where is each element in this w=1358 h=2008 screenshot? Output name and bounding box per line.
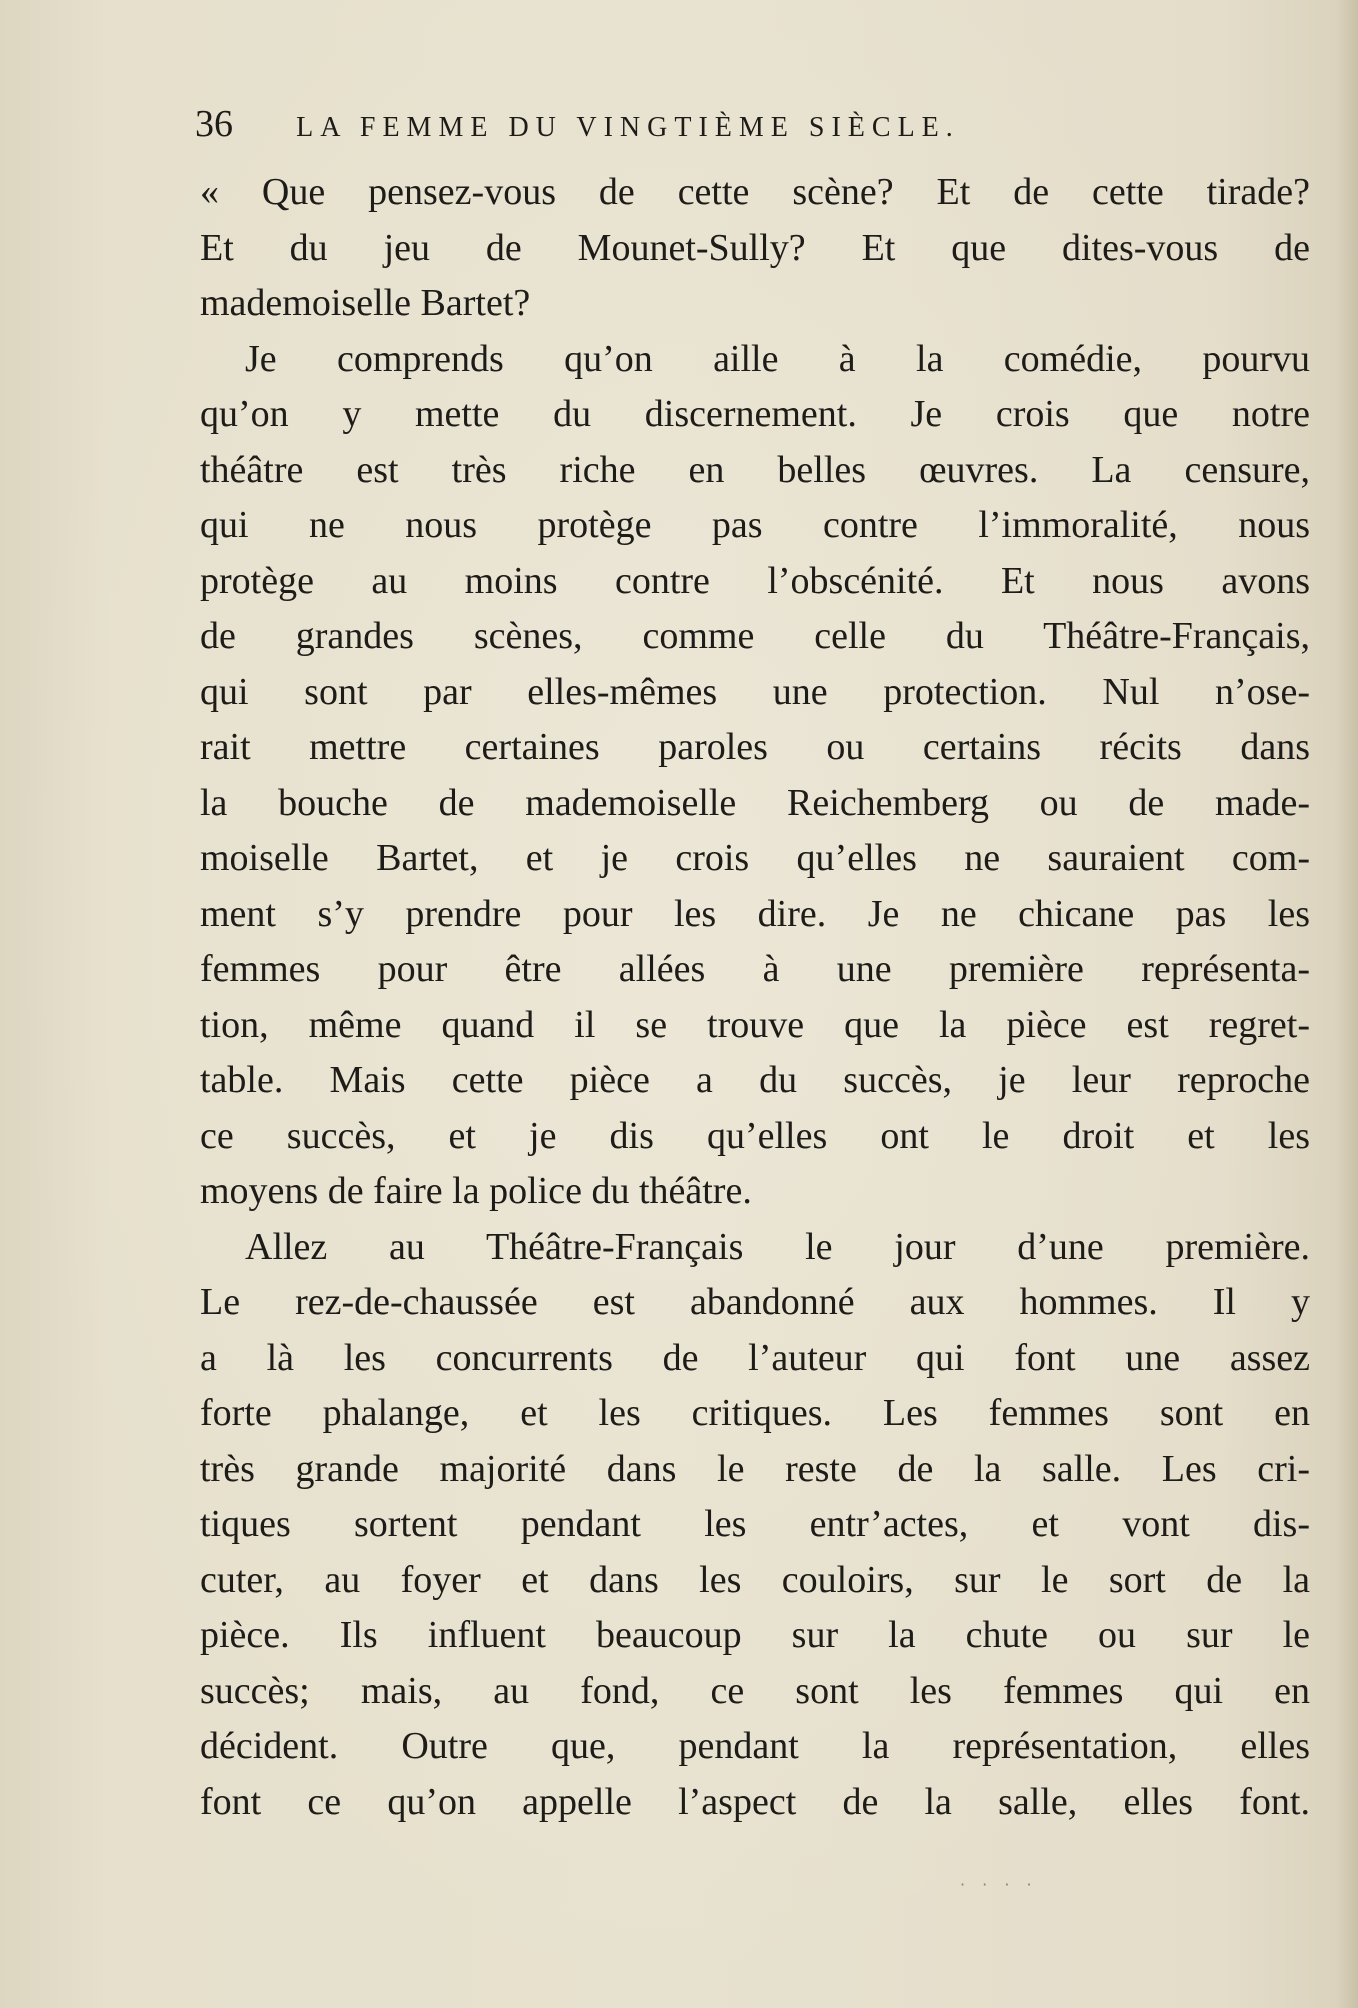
text-line: qu’on y mette du discernement. Je crois que notre [200,393,1310,435]
text-line: la bouche de mademoiselle Reichemberg ou de made- [200,781,1310,824]
text-line: décident. Outre que, pendant la représentation, elles [200,1725,1310,1767]
text-line: très grande majorité dans le reste de la salle. Les cri- [200,1447,1310,1490]
text-line: table. Mais cette pièce a du succès, je leur reproche [200,1059,1310,1101]
text-line: Le rez-de-chaussée est abandonné aux hommes. Il y [200,1281,1310,1323]
paragraph-start-line: Je comprends qu’on aille à la comédie, pourvu [245,337,1310,380]
text-line: théâtre est très riche en belles œuvres. La censure, [200,448,1310,491]
text-line: moyens de faire la police du théâtre. [200,1170,752,1212]
text-line: protège au moins contre l’obscénité. Et nous avons [200,559,1310,602]
text-line: ment s’y prendre pour les dire. Je ne chicane pas les [200,892,1310,935]
text-line: Et du jeu de Mounet-Sully? Et que dites-vous de [200,226,1310,269]
text-line: qui sont par elles-mêmes une protection. Nul n’ose- [200,670,1310,713]
text-line: « Que pensez-vous de cette scène? Et de cette tirade? [200,171,1310,213]
running-head [195,102,1195,152]
text-line: femmes pour être allées à une première représenta- [200,948,1310,990]
text-line: ce succès, et je dis qu’elles ont le droit et les [200,1114,1310,1157]
running-title: LA FEMME DU VINGTIÈME SIÈCLE. [296,112,960,143]
text-line: tiques sortent pendant les entr’actes, et vont dis- [200,1503,1310,1545]
text-line: pièce. Ils influent beaucoup sur la chute ou sur le [200,1614,1310,1656]
text-line: qui ne nous protège pas contre l’immoralité, nous [200,504,1310,546]
text-line: cuter, au foyer et dans les couloirs, sur le sort de la [200,1558,1310,1601]
text-line: mademoiselle Bartet? [200,282,531,324]
page-number: 36 [195,103,233,145]
text-line: rait mettre certaines paroles ou certains récits dans [200,726,1310,768]
text-line: font ce qu’on appelle l’aspect de la salle, elles font. [200,1780,1310,1823]
text-line: succès; mais, au fond, ce sont les femmes qui en [200,1669,1310,1712]
body-text [200,165,1310,1830]
text-line: a là les concurrents de l’auteur qui font une assez [200,1336,1310,1379]
paragraph-start-line: Allez au Théâtre-Français le jour d’une première. [245,1225,1310,1268]
text-line: tion, même quand il se trouve que la pièce est regret- [200,1003,1310,1046]
text-line: forte phalange, et les critiques. Les femmes sont en [200,1392,1310,1434]
text-line: de grandes scènes, comme celle du Théâtre-Français, [200,615,1310,657]
page-edge-shadow [1336,0,1358,2008]
paper-specks: · · · · [960,1875,1038,1894]
text-line: moiselle Bartet, et je crois qu’elles ne sauraient com- [200,837,1310,879]
